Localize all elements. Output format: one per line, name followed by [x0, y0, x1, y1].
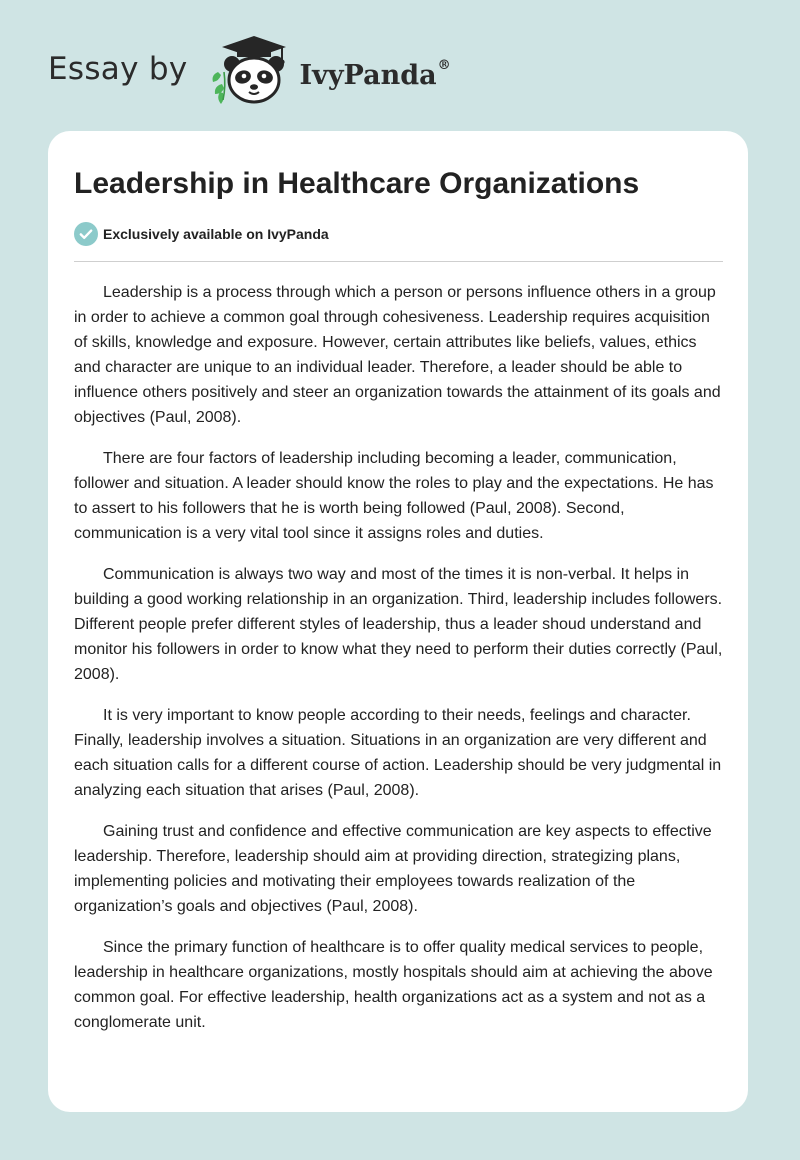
page-title: Leadership in Healthcare Organizations [74, 167, 640, 200]
paragraph: It is very important to know people according to their needs, feelings and character. Finally, leadership involves a situation. Situations in an organization are very different and each situation calls for a different course of action. Leadership should be very judgmental in analyzing each situation that arises (Paul, 2008). [74, 707, 722, 799]
exclusive-badge-label: Exclusively available on IvyPanda [103, 226, 329, 242]
brand-prefix: Essay by [48, 51, 188, 87]
ivypanda-logo-icon [202, 34, 298, 110]
essay-body [74, 280, 724, 1051]
check-icon [74, 222, 98, 246]
essay-card [48, 131, 748, 1112]
paragraph: Since the primary function of healthcare is to offer quality medical services to people, leadership in healthcare organizations, mostly hospitals should aim at achieving the above common goal. For effective leadership, health organizations act as a system and not as a conglomerate unit. [74, 939, 713, 1031]
exclusive-badge [74, 222, 329, 246]
paragraph: There are four factors of leadership including becoming a leader, communication, follower and situation. A leader should know the roles to play and the expectations. He has to assert to his followers that he is worth being followed (Paul, 2008). Second, communication is a very vital tool since it assigns roles and duties. [74, 450, 714, 542]
paragraph: Gaining trust and confidence and effective communication are key aspects to effective leadership. Therefore, leadership should aim at providing direction, strategizing plans, implementing policies and motivating their employees towards realization of the organization’s goals and objectives (Paul, 2008). [74, 823, 712, 915]
paragraph: Leadership is a process through which a person or persons influence others in a group in order to achieve a common goal through cohesiveness. Leadership requires acquisition of skills, knowledge and exposure. However, certain attributes like beliefs, values, ethics and character are unique to an individual leader. Therefore, a leader should be able to influence others positively and steer an organization towards the attainment of its goals and objectives (Paul, 2008). [74, 284, 721, 426]
brand-header[interactable] [48, 34, 451, 110]
divider [74, 261, 723, 262]
paragraph: Communication is always two way and most of the times it is non-verbal. It helps in building a good working relationship in an organization. Third, leadership includes followers. Different people prefer different styles of leadership, thus a leader shoud understand and monitor his followers in order to know what they need to perform their duties correctly (Paul, 2008). [74, 566, 723, 683]
brand-name: IvyPanda® [299, 57, 451, 91]
